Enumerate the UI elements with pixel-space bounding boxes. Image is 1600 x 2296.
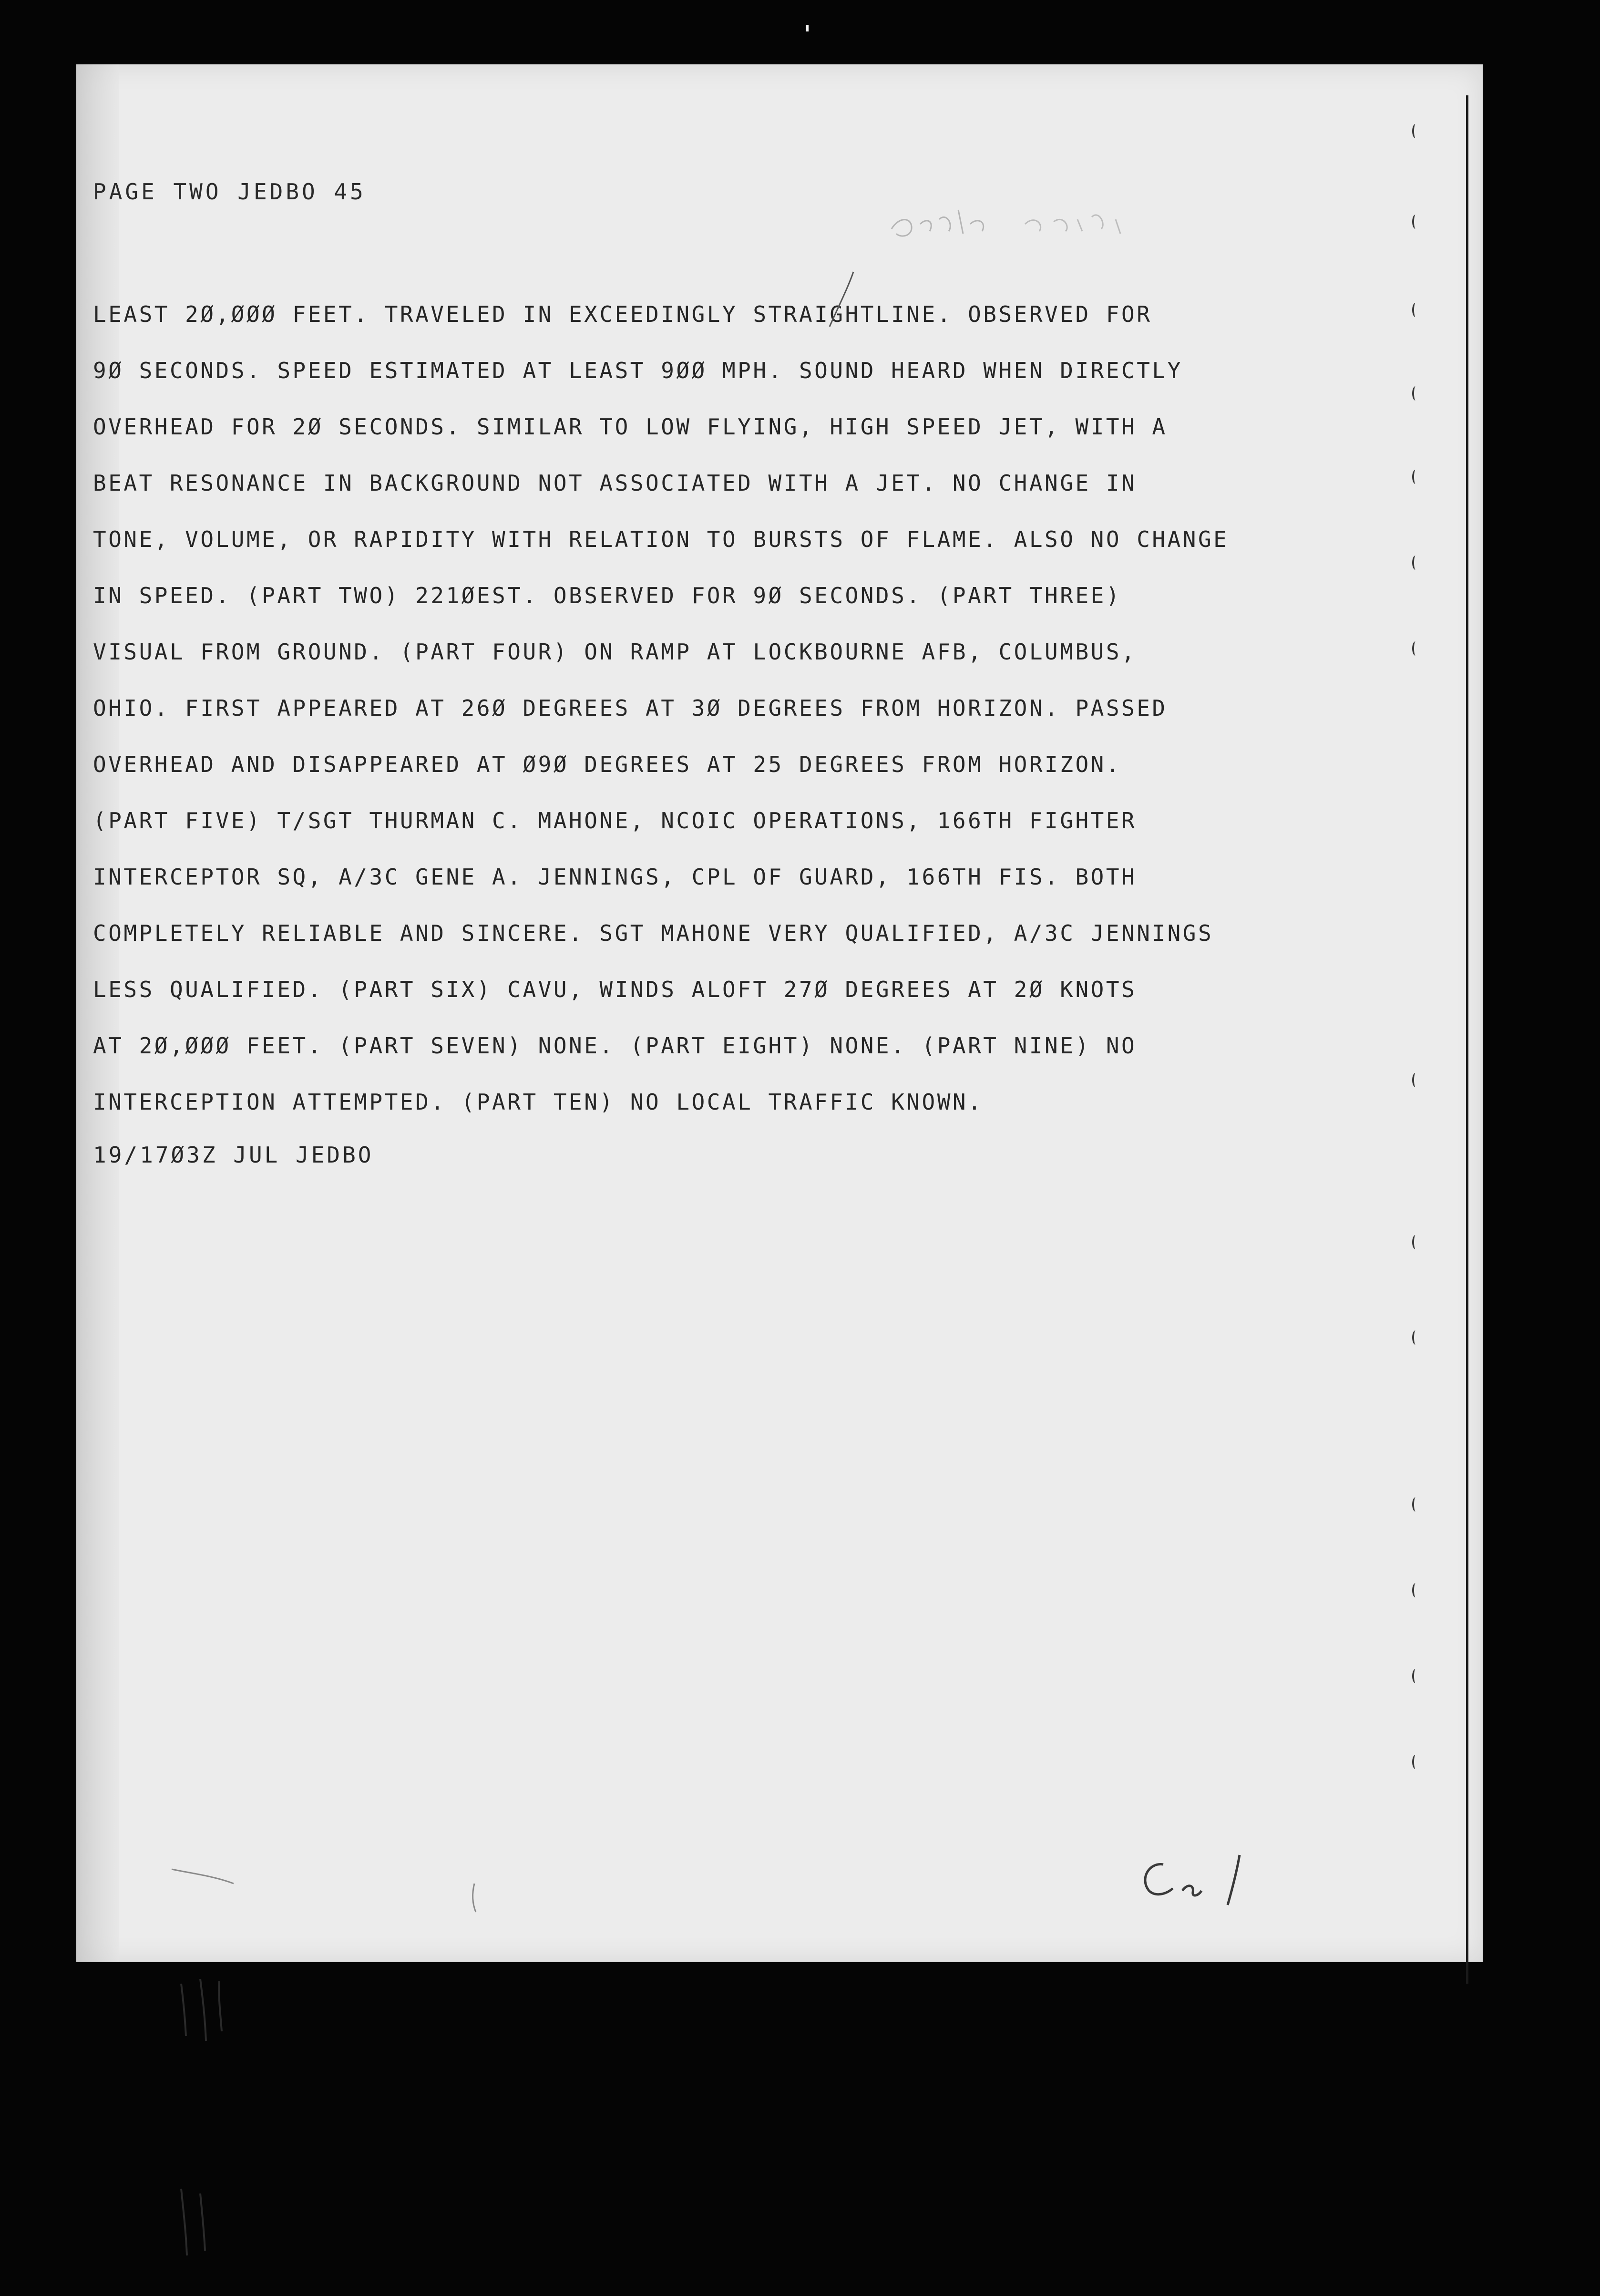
- body-line: INTERCEPTION ATTEMPTED. (PART TEN) NO LOCAL TRAFFIC KNOWN.: [93, 1089, 984, 1115]
- body-line: 9Ø SECONDS. SPEED ESTIMATED AT LEAST 9ØØ MPH. SOUND HEARD WHEN DIRECTLY: [93, 358, 1183, 383]
- body-line: OHIO. FIRST APPEARED AT 26Ø DEGREES AT 3Ø DEGREES FROM HORIZON. PASSED: [93, 695, 1168, 721]
- body-line: AT 2Ø,ØØØ FEET. (PART SEVEN) NONE. (PART EIGHT) NONE. (PART NINE) NO: [93, 1033, 1137, 1059]
- body-line: TONE, VOLUME, OR RAPIDITY WITH RELATION TO BURSTS OF FLAME. ALSO NO CHANGE: [93, 526, 1229, 552]
- body-line: LEAST 2Ø,ØØØ FEET. TRAVELED IN EXCEEDINGLY STRAIGHTLINE. OBSERVED FOR: [93, 301, 1152, 327]
- body-line: IN SPEED. (PART TWO) 221ØEST. OBSERVED FOR 9Ø SECONDS. (PART THREE): [93, 583, 1122, 608]
- body-line: VISUAL FROM GROUND. (PART FOUR) ON RAMP AT LOCKBOURNE AFB, COLUMBUS,: [93, 639, 1137, 665]
- body-line: INTERCEPTOR SQ, A/3C GENE A. JENNINGS, CPL OF GUARD, 166TH FIS. BOTH: [93, 864, 1137, 890]
- film-mark: [806, 25, 809, 31]
- margin-tick: [1412, 215, 1419, 229]
- body-line: OVERHEAD AND DISAPPEARED AT Ø9Ø DEGREES AT 25 DEGREES FROM HORIZON.: [93, 752, 1122, 777]
- margin-tick: [1412, 1583, 1419, 1597]
- margin-tick: [1412, 1755, 1419, 1769]
- body-line: LESS QUALIFIED. (PART SIX) CAVU, WINDS ALOFT 27Ø DEGREES AT 2Ø KNOTS: [93, 977, 1137, 1002]
- margin-tick: [1412, 124, 1419, 138]
- body-line: OVERHEAD FOR 2Ø SECONDS. SIMILAR TO LOW FLYING, HIGH SPEED JET, WITH A: [93, 414, 1168, 440]
- margin-tick: [1412, 1235, 1419, 1249]
- margin-tick: [1412, 1330, 1419, 1345]
- body-line: (PART FIVE) T/SGT THURMAN C. MAHONE, NCOIC OPERATIONS, 166TH FIGHTER: [93, 808, 1137, 834]
- date-time-group: 19/17Ø3Z JUL JEDBO: [93, 1142, 374, 1168]
- page-right-edge-line: [1466, 95, 1468, 1984]
- body-line: COMPLETELY RELIABLE AND SINCERE. SGT MAHONE VERY QUALIFIED, A/3C JENNINGS: [93, 920, 1214, 946]
- page-header: PAGE TWO JEDBO 45: [93, 179, 366, 205]
- message-body: [93, 286, 1418, 1130]
- body-line: BEAT RESONANCE IN BACKGROUND NOT ASSOCIATED WITH A JET. NO CHANGE IN: [93, 470, 1137, 496]
- margin-tick: [1412, 1669, 1419, 1683]
- margin-tick: [1412, 1497, 1419, 1512]
